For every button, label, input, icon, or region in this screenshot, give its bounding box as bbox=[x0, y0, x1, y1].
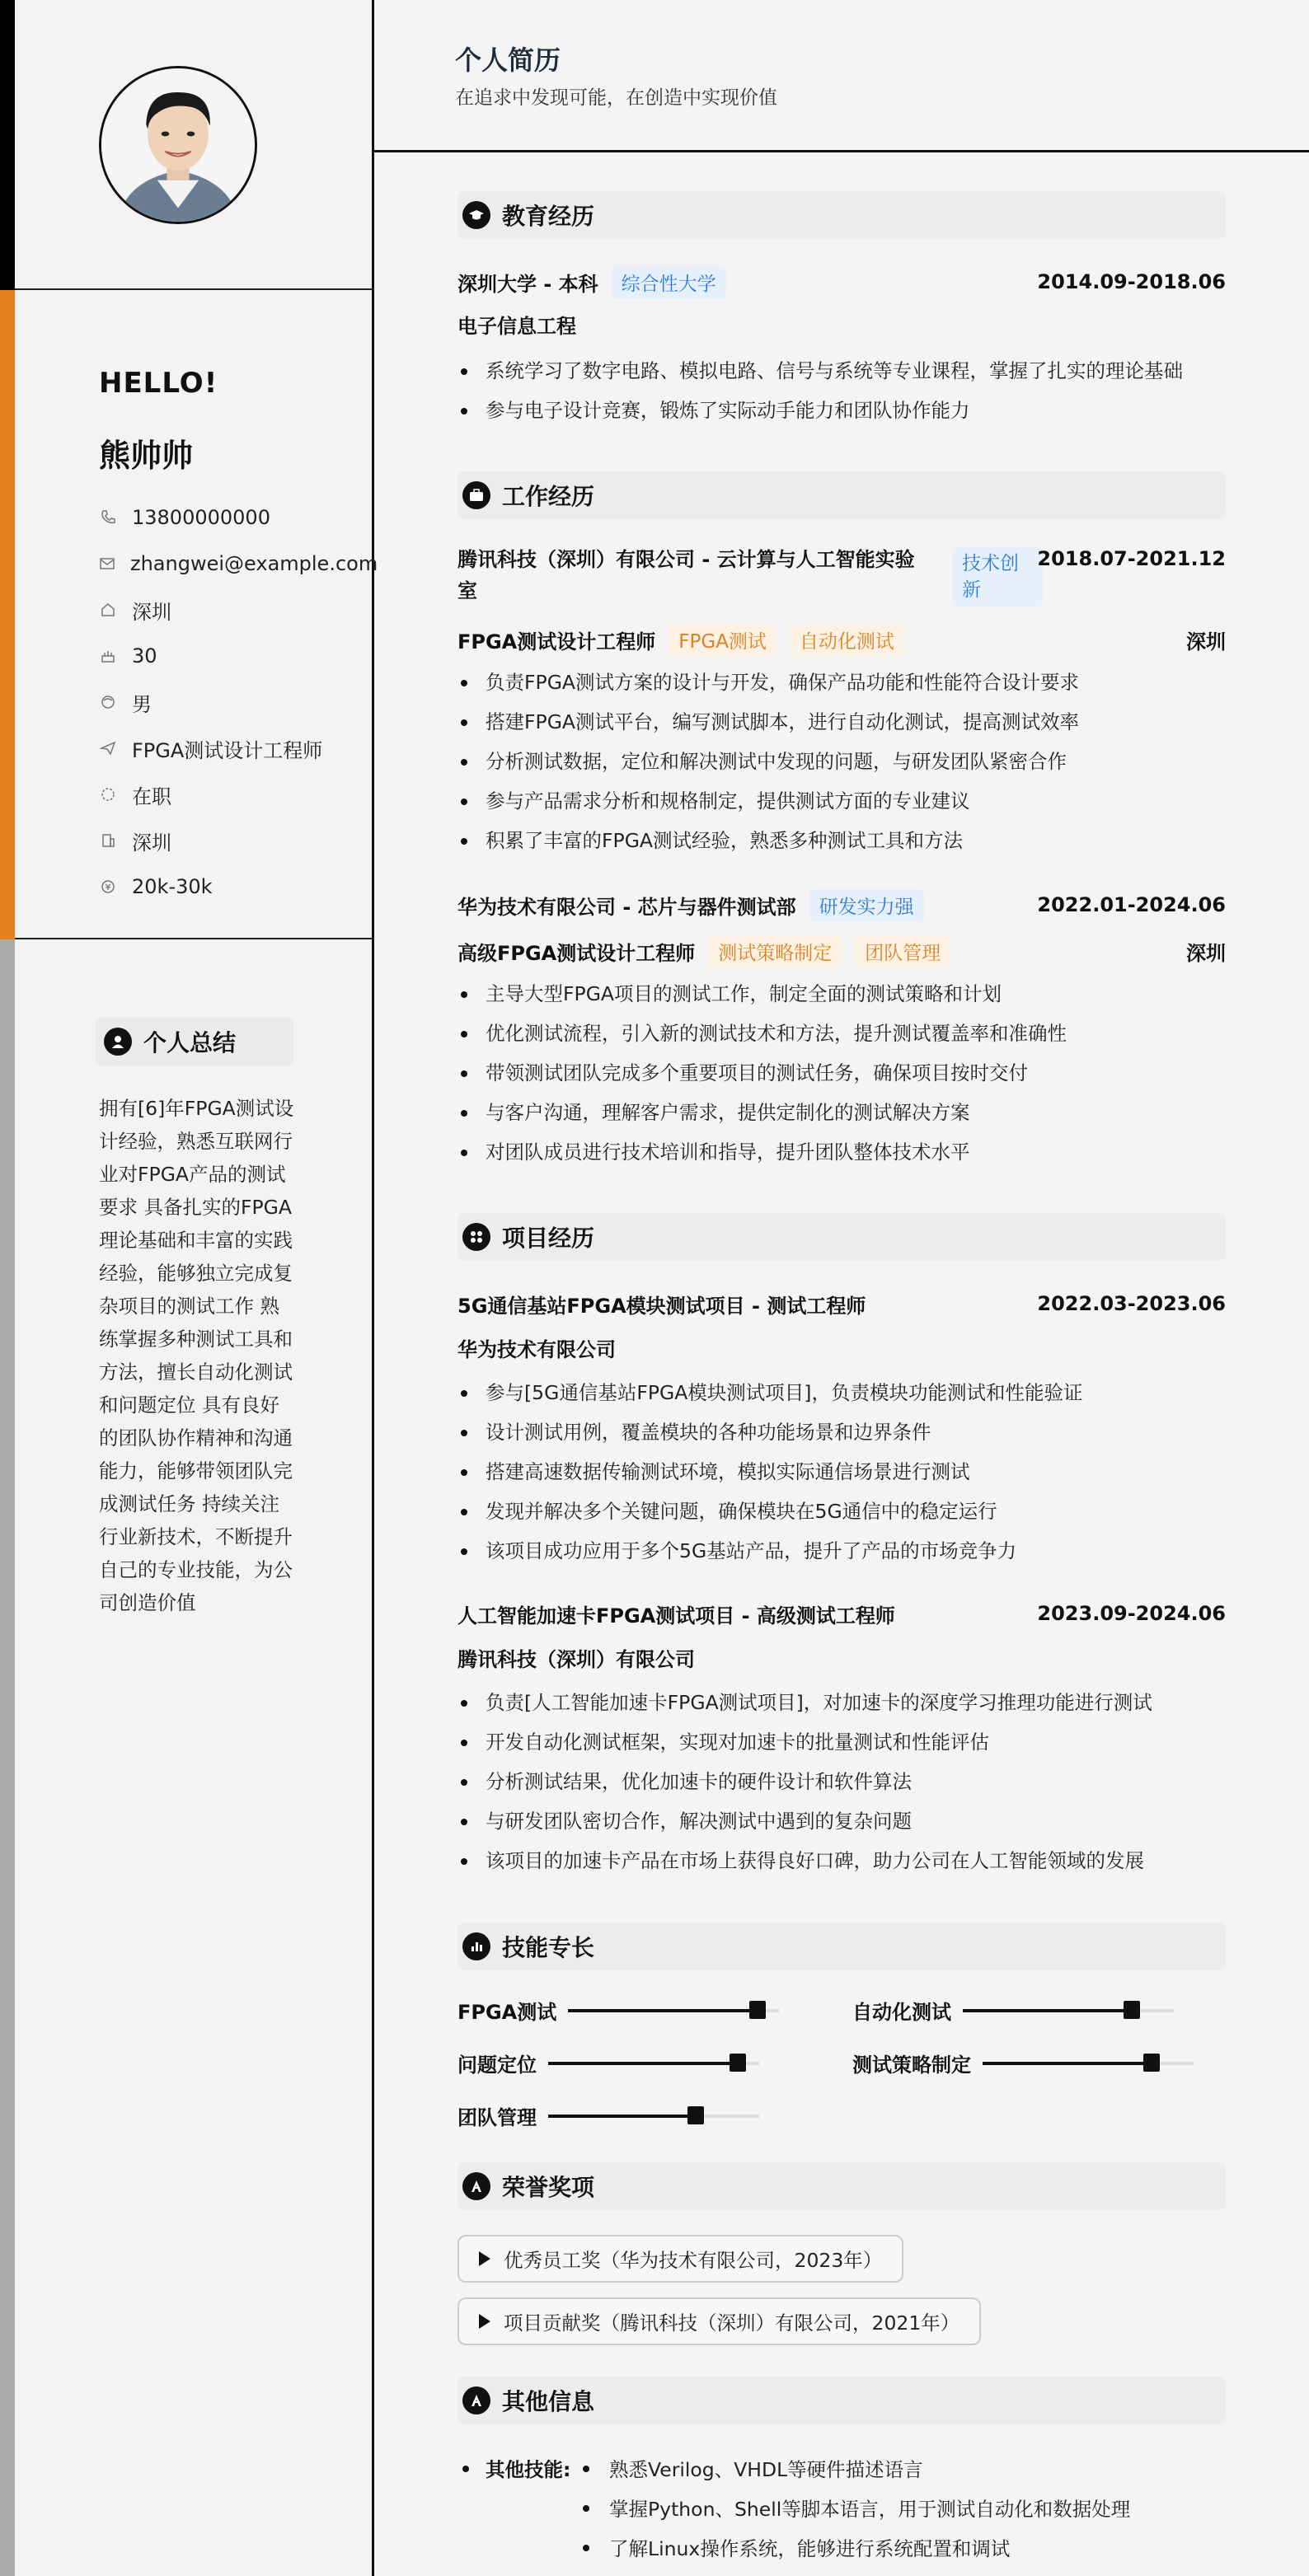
major: 电子信息工程 bbox=[457, 315, 576, 338]
info-status bbox=[99, 771, 371, 817]
project-1-company: 华为技术有限公司 bbox=[457, 1338, 616, 1361]
work-entry-1 bbox=[457, 544, 1226, 860]
job-1-header bbox=[457, 544, 1226, 611]
job-1-bullets bbox=[457, 663, 1226, 860]
list-item: 分析测试数据，定位和解决测试中发现的问题，与研发团队紧密合作 bbox=[457, 742, 1226, 781]
skill-bar-fill bbox=[963, 2009, 1132, 2012]
project-1-header bbox=[457, 1287, 1226, 1320]
list-item: 该项目成功应用于多个5G基站产品，提升了产品的市场竞争力 bbox=[457, 1531, 1226, 1571]
job-1-tag-line: 新 bbox=[962, 579, 981, 601]
summary-text: 拥有[6]年FPGA测试设计经验，熟悉互联网行业对FPGA产品的测试要求 具备扎实的FPGA理论基础和丰富的实践经验，能够独立完成复杂项目的测试工作 熟练掌握多种测试工具和方法，擅长自动化测试和问题定位 具有良好的团队协作精神和沟通能力，能够带领团队完成测试任务 持续关注行业新技术，不断提升自己的专业技能，为公司创造价值 bbox=[99, 1097, 294, 1614]
awards-heading bbox=[457, 2162, 1226, 2210]
info-age bbox=[99, 633, 371, 679]
job-2-date: 2022.01-2024.06 bbox=[1037, 893, 1226, 916]
list-item: 参与电子设计竞赛，锻炼了实际动手能力和团队协作能力 bbox=[457, 391, 1226, 430]
job-2-skill-tag: 测试策略制定 bbox=[708, 935, 842, 967]
header-divider bbox=[374, 150, 1309, 152]
project-1-bullets bbox=[457, 1373, 1226, 1571]
award-text: 优秀员工奖（华为技术有限公司，2023年） bbox=[504, 2249, 883, 2272]
expand-triangle-icon bbox=[479, 2251, 490, 2266]
skill-bar-knob bbox=[1143, 2054, 1160, 2072]
send-icon bbox=[99, 739, 117, 757]
phone-icon bbox=[99, 508, 117, 527]
skills-section bbox=[457, 1923, 1226, 1970]
list-item: 负责FPGA测试方案的设计与开发，确保产品功能和性能符合设计要求 bbox=[457, 663, 1226, 702]
project-2-company: 腾讯科技（深圳）有限公司 bbox=[457, 1648, 695, 1671]
project-2-bullets bbox=[457, 1683, 1226, 1880]
projects-section bbox=[457, 1213, 1226, 1261]
other-title: 其他信息 bbox=[502, 2388, 595, 2415]
education-section bbox=[457, 191, 1226, 239]
projects-title: 项目经历 bbox=[502, 1225, 595, 1252]
age-value: 30 bbox=[132, 644, 157, 667]
work-section bbox=[457, 471, 1226, 519]
hello-greeting: HELLO! bbox=[99, 367, 218, 400]
list-item: 优化测试流程，引入新的测试技术和方法，提升测试覆盖率和准确性 bbox=[457, 1014, 1226, 1053]
list-item: 参与[5G通信基站FPGA模块测试项目]，负责模块功能测试和性能验证 bbox=[457, 1373, 1226, 1412]
list-item: 开发自动化测试框架，实现对加速卡的批量测试和性能评估 bbox=[457, 1722, 1226, 1762]
salary-value: 20k-30k bbox=[132, 875, 213, 898]
other-heading bbox=[457, 2377, 1226, 2424]
job-1-position: FPGA测试设计工程师 bbox=[457, 630, 656, 653]
award-icon bbox=[462, 2172, 490, 2200]
skill-bar-fill bbox=[548, 2115, 696, 2118]
skill-name: 团队管理 bbox=[457, 2106, 537, 2129]
graduation-cap-icon bbox=[462, 201, 490, 229]
job-2-company: 华为技术有限公司 - 芯片与器件测试部 bbox=[457, 895, 796, 919]
sidebar-divider bbox=[15, 938, 374, 939]
skill-name: 测试策略制定 bbox=[852, 2054, 971, 2077]
skills-title: 技能专长 bbox=[502, 1934, 595, 1961]
education-bullets bbox=[457, 351, 1226, 430]
work-heading bbox=[457, 471, 1226, 519]
awards-section bbox=[457, 2162, 1226, 2210]
summary-heading bbox=[96, 1018, 293, 1066]
list-item: 设计测试用例，覆盖模块的各种功能场景和边界条件 bbox=[457, 1412, 1226, 1452]
other-skills bbox=[457, 2454, 1226, 2561]
education-heading bbox=[457, 191, 1226, 239]
job-2-position-row bbox=[457, 934, 1226, 967]
home-icon bbox=[99, 601, 117, 619]
info-position bbox=[99, 725, 371, 771]
info-phone bbox=[99, 494, 371, 541]
list-item: 主导大型FPGA项目的测试工作，制定全面的测试策略和计划 bbox=[457, 974, 1226, 1014]
skill-name: 自动化测试 bbox=[852, 2001, 951, 2024]
info-location bbox=[99, 587, 371, 633]
skill-name: FPGA测试 bbox=[457, 2001, 557, 2024]
skill-bar-fill bbox=[983, 2062, 1152, 2065]
list-item: 对团队成员进行技术培训和指导，提升团队整体技术水平 bbox=[457, 1132, 1226, 1172]
info-salary bbox=[99, 864, 371, 910]
other-section bbox=[457, 2377, 1226, 2424]
skill-bar-fill bbox=[568, 2009, 758, 2012]
other-skill-item: 熟悉Verilog、VHDL等硬件描述语言 bbox=[609, 2458, 923, 2481]
project-2-header bbox=[457, 1597, 1226, 1630]
salary-icon bbox=[99, 878, 117, 896]
bullet-dot bbox=[583, 2466, 589, 2472]
info-icon bbox=[462, 2386, 490, 2414]
other-skill-item: 了解Linux操作系统，能够进行系统配置和调试 bbox=[609, 2537, 1011, 2560]
email-value: zhangwei@example.com bbox=[130, 552, 378, 575]
bullet-dot bbox=[462, 2466, 469, 2472]
skill-item bbox=[852, 2049, 1194, 2077]
education-entry bbox=[457, 265, 1226, 430]
skill-bar-fill bbox=[548, 2062, 738, 2065]
job-2-bullets bbox=[457, 974, 1226, 1172]
job-1-city: 深圳 bbox=[1186, 630, 1226, 653]
school-tag: 综合性大学 bbox=[612, 266, 726, 298]
list-item: 与客户沟通，理解客户需求，提供定制化的测试解决方案 bbox=[457, 1093, 1226, 1132]
project-2-name: 人工智能加速卡FPGA测试项目 - 高级测试工程师 bbox=[457, 1604, 895, 1628]
mail-icon bbox=[99, 555, 115, 573]
project-2-date: 2023.09-2024.06 bbox=[1037, 1602, 1226, 1625]
skill-bar bbox=[548, 2115, 759, 2118]
award-text: 项目贡献奖（腾讯科技（深圳）有限公司，2021年） bbox=[504, 2311, 960, 2335]
job-1-tag-line: 技术创 bbox=[962, 553, 1019, 574]
list-item: 积累了丰富的FPGA测试经验，熟悉多种测试工具和方法 bbox=[457, 821, 1226, 860]
position-value: FPGA测试设计工程师 bbox=[132, 738, 323, 762]
work-title: 工作经历 bbox=[502, 483, 595, 510]
project-1-name: 5G通信基站FPGA模块测试项目 - 测试工程师 bbox=[457, 1294, 866, 1318]
skill-bar-knob bbox=[749, 2001, 766, 2019]
bullet-dot bbox=[583, 2505, 589, 2512]
skill-name: 问题定位 bbox=[457, 2054, 537, 2077]
project-1-date: 2022.03-2023.06 bbox=[1037, 1292, 1226, 1315]
award-item[interactable] bbox=[457, 2235, 903, 2283]
location-value: 深圳 bbox=[132, 600, 171, 624]
page-subtitle: 在追求中发现可能，在创造中实现价值 bbox=[455, 87, 777, 109]
education-date: 2014.09-2018.06 bbox=[1037, 270, 1226, 293]
education-row bbox=[457, 265, 1226, 298]
school-name: 深圳大学 - 本科 bbox=[457, 272, 598, 296]
left-rail-bottom bbox=[0, 939, 15, 2576]
job-1-company-line: 腾讯科技（深圳）有限公司 - 云计算与人工智能实验 bbox=[457, 548, 915, 571]
info-gender bbox=[99, 679, 371, 725]
left-rail-top bbox=[0, 0, 15, 290]
summary-title: 个人总结 bbox=[143, 1029, 237, 1056]
building-icon bbox=[99, 831, 117, 850]
list-item: 系统学习了数字电路、模拟电路、信号与系统等专业课程，掌握了扎实的理论基础 bbox=[457, 351, 1226, 391]
job-2-city: 深圳 bbox=[1186, 941, 1226, 965]
project-entry-2 bbox=[457, 1597, 1226, 1880]
job-2-header bbox=[457, 888, 1226, 921]
job-1-tag bbox=[952, 547, 1043, 607]
work-city-value: 深圳 bbox=[132, 831, 171, 855]
skill-bar bbox=[548, 2062, 759, 2065]
skill-bar bbox=[568, 2009, 779, 2012]
grid-icon bbox=[462, 1223, 490, 1251]
gender-value: 男 bbox=[132, 692, 152, 716]
list-item: 搭建FPGA测试平台，编写测试脚本，进行自动化测试，提高测试效率 bbox=[457, 702, 1226, 742]
job-1-date: 2018.07-2021.12 bbox=[1037, 547, 1226, 570]
projects-heading bbox=[457, 1213, 1226, 1261]
skill-item bbox=[457, 2049, 759, 2077]
briefcase-icon bbox=[462, 481, 490, 509]
bullet-dot bbox=[583, 2545, 589, 2551]
expand-triangle-icon bbox=[479, 2314, 490, 2329]
skill-item bbox=[457, 2101, 759, 2130]
status-value: 在职 bbox=[132, 785, 171, 808]
list-item: 分析测试结果，优化加速卡的硬件设计和软件算法 bbox=[457, 1762, 1226, 1801]
awards-title: 荣誉奖项 bbox=[502, 2174, 595, 2201]
job-1-company bbox=[457, 544, 944, 607]
info-work-city bbox=[99, 817, 371, 864]
list-item: 负责[人工智能加速卡FPGA测试项目]，对加速卡的深度学习推理功能进行测试 bbox=[457, 1683, 1226, 1722]
education-title: 教育经历 bbox=[502, 203, 595, 230]
sidebar-divider bbox=[15, 288, 374, 290]
status-icon bbox=[99, 785, 117, 803]
list-item: 与研发团队密切合作，解决测试中遇到的复杂问题 bbox=[457, 1801, 1226, 1841]
info-email bbox=[99, 541, 378, 587]
left-rail-middle bbox=[0, 290, 15, 939]
skill-bar-knob bbox=[687, 2106, 704, 2124]
gender-icon bbox=[99, 693, 117, 711]
project-entry-1 bbox=[457, 1287, 1226, 1571]
user-icon bbox=[104, 1028, 132, 1056]
contact-info bbox=[99, 494, 378, 910]
list-item: 带领测试团队完成多个重要项目的测试任务，确保项目按时交付 bbox=[457, 1053, 1226, 1093]
avatar bbox=[99, 66, 257, 224]
skill-item bbox=[852, 1996, 1174, 2025]
bar-chart-icon bbox=[462, 1932, 490, 1960]
other-skills-label: 其他技能: bbox=[486, 2458, 571, 2481]
candidate-name: 熊帅帅 bbox=[99, 438, 194, 474]
job-1-company-line: 室 bbox=[457, 579, 477, 602]
skill-bar-knob bbox=[730, 2054, 746, 2072]
skills-heading bbox=[457, 1923, 1226, 1970]
job-1-skill-tag: FPGA测试 bbox=[669, 624, 776, 656]
skill-bar bbox=[963, 2009, 1174, 2012]
list-item: 发现并解决多个关键问题，确保模块在5G通信中的稳定运行 bbox=[457, 1492, 1226, 1531]
job-2-position: 高级FPGA测试设计工程师 bbox=[457, 941, 696, 965]
job-1-skill-tag: 自动化测试 bbox=[790, 624, 904, 656]
job-2-tag: 研发实力强 bbox=[809, 889, 924, 921]
skill-bar-knob bbox=[1124, 2001, 1140, 2019]
avatar-photo bbox=[101, 68, 255, 222]
work-entry-2 bbox=[457, 888, 1226, 1172]
other-skill-item: 掌握Python、Shell等脚本语言，用于测试自动化和数据处理 bbox=[609, 2498, 1131, 2521]
page-title: 个人简历 bbox=[455, 44, 561, 76]
list-item: 搭建高速数据传输测试环境，模拟实际通信场景进行测试 bbox=[457, 1452, 1226, 1492]
phone-value: 13800000000 bbox=[132, 506, 270, 529]
skill-item bbox=[457, 1996, 779, 2025]
cake-icon bbox=[99, 647, 117, 665]
list-item: 参与产品需求分析和规格制定，提供测试方面的专业建议 bbox=[457, 781, 1226, 821]
skill-bar bbox=[983, 2062, 1194, 2065]
list-item: 该项目的加速卡产品在市场上获得良好口碑，助力公司在人工智能领域的发展 bbox=[457, 1841, 1226, 1880]
job-2-skill-tag: 团队管理 bbox=[855, 935, 950, 967]
award-item[interactable] bbox=[457, 2297, 981, 2345]
job-1-position-row bbox=[457, 623, 1226, 656]
